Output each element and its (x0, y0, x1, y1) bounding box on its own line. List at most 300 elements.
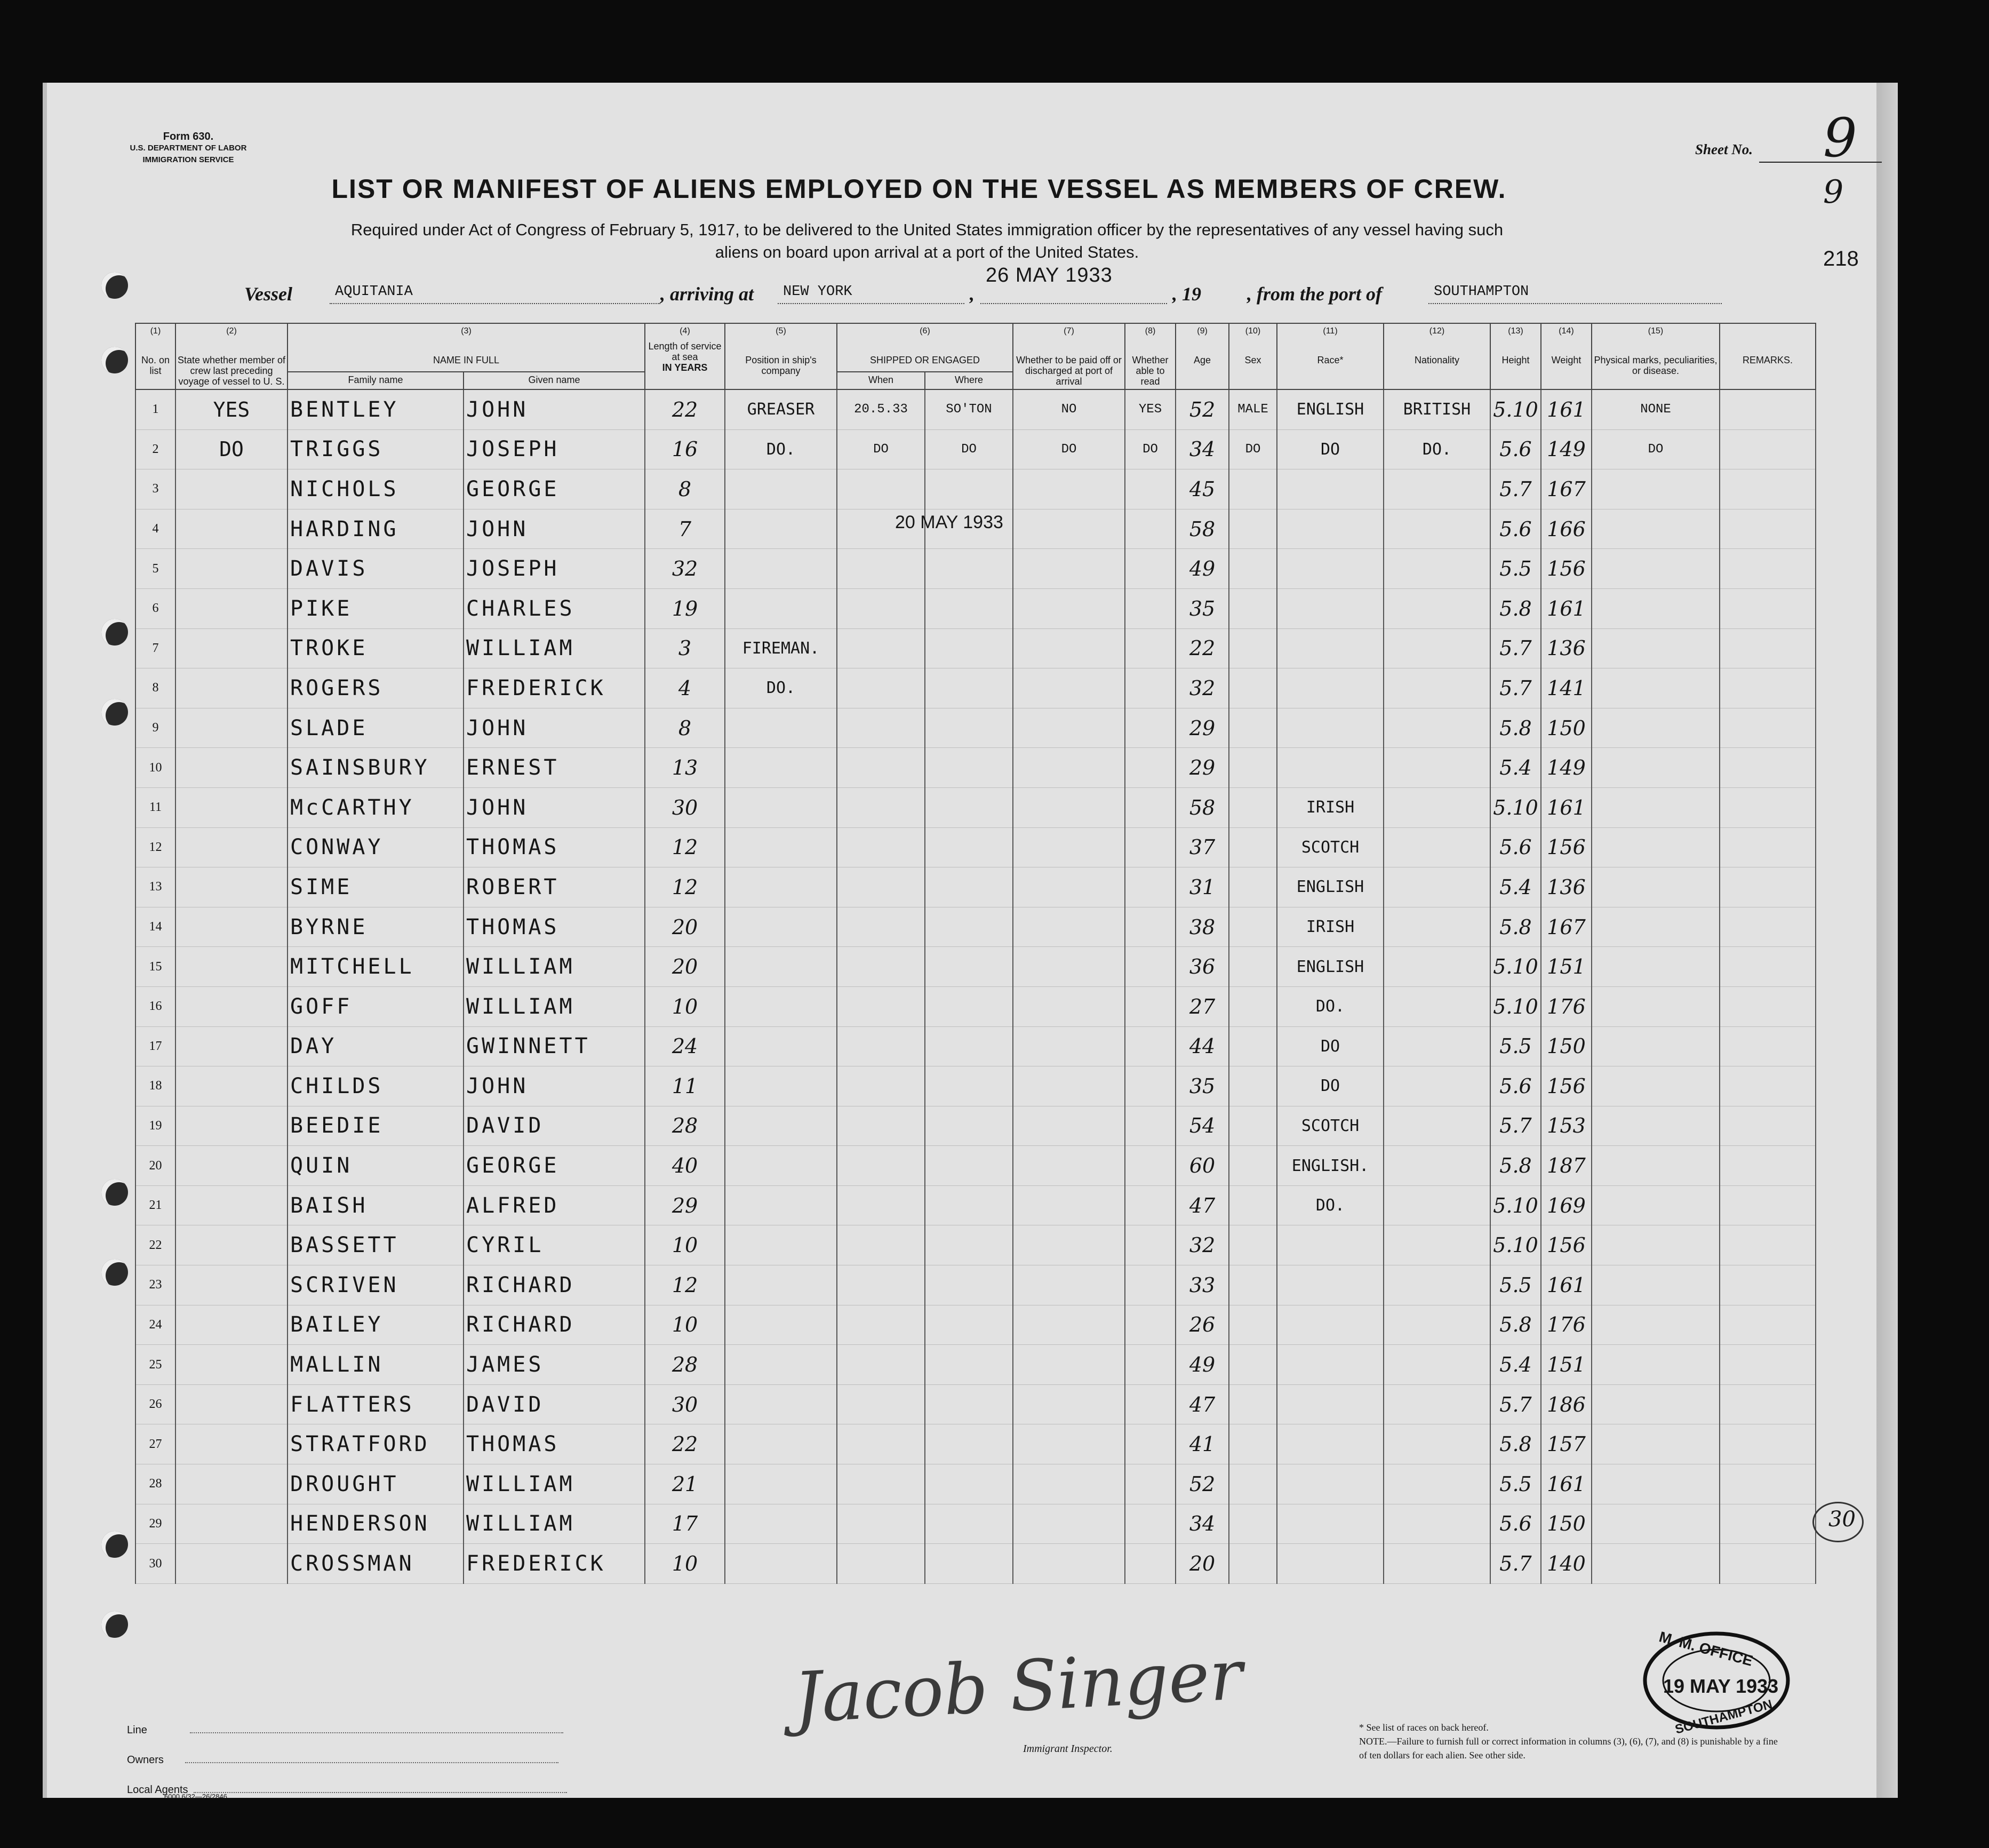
col-given-name: Given name (464, 372, 645, 389)
cell-race (1277, 628, 1384, 668)
cell-wt: 161 (1541, 787, 1592, 827)
cell-nat (1384, 1066, 1490, 1106)
cell-len: 22 (645, 1424, 725, 1464)
cell-sex: MALE (1229, 389, 1277, 429)
cell-giv: GWINNETT (464, 1026, 645, 1066)
cell-remarks (1720, 509, 1816, 549)
cell-age: 58 (1176, 509, 1229, 549)
table-row (135, 748, 1816, 788)
cell-when (837, 907, 925, 947)
cell-sex: DO (1229, 429, 1277, 469)
cell-sex (1229, 1345, 1277, 1385)
cell-giv: ALFRED (464, 1185, 645, 1225)
cell-sex (1229, 1026, 1277, 1066)
cell-ht: 5.5 (1490, 1026, 1541, 1066)
vessel-label: Vessel (244, 283, 292, 305)
cell-remarks (1720, 867, 1816, 907)
cell-sex (1229, 986, 1277, 1026)
cell-fam: HENDERSON (287, 1504, 464, 1544)
cell-when (837, 1265, 925, 1305)
table-row (135, 907, 1816, 947)
page-fold (1876, 83, 1898, 1798)
col-age: (9) Age (1176, 323, 1229, 389)
cell-nat (1384, 1026, 1490, 1066)
cell-marks (1592, 708, 1720, 748)
col-no: (1) No. on list (135, 323, 175, 389)
cell-where (925, 1384, 1013, 1424)
cell-marks (1592, 1504, 1720, 1544)
cell-pos (725, 1106, 837, 1146)
cell-nat (1384, 1464, 1490, 1504)
cell-len: 40 (645, 1146, 725, 1186)
cell-wt: 151 (1541, 947, 1592, 987)
cell-giv: WILLIAM (464, 1504, 645, 1544)
cell-ht: 5.7 (1490, 1384, 1541, 1424)
cell-read (1125, 668, 1176, 708)
cell-prev (175, 1146, 287, 1186)
cell-remarks (1720, 389, 1816, 429)
cell-len: 16 (645, 429, 725, 469)
cell-when (837, 1544, 925, 1584)
cell-when (837, 1146, 925, 1186)
cell-where (925, 628, 1013, 668)
cell-read (1125, 1305, 1176, 1345)
cell-no: 11 (135, 787, 175, 827)
cell-sex (1229, 668, 1277, 708)
cell-age: 58 (1176, 787, 1229, 827)
cell-race (1277, 1345, 1384, 1385)
cell-wt: 169 (1541, 1185, 1592, 1225)
cell-read (1125, 1026, 1176, 1066)
cell-prev (175, 1345, 287, 1385)
from-port: SOUTHAMPTON (1434, 284, 1529, 300)
cell-fam: GOFF (287, 986, 464, 1026)
cell-prev (175, 1504, 287, 1544)
cell-read (1125, 588, 1176, 628)
cell-prev (175, 1106, 287, 1146)
cell-no: 19 (135, 1106, 175, 1146)
cell-marks (1592, 986, 1720, 1026)
cell-wt: 157 (1541, 1424, 1592, 1464)
cell-fam: HARDING (287, 509, 464, 549)
cell-remarks (1720, 1345, 1816, 1385)
cell-nat (1384, 867, 1490, 907)
cell-remarks (1720, 1464, 1816, 1504)
cell-fam: SCRIVEN (287, 1265, 464, 1305)
cell-pos (725, 1066, 837, 1106)
arriving-label: , arriving at (660, 283, 754, 305)
cell-paid (1013, 708, 1125, 748)
cell-marks (1592, 668, 1720, 708)
table-row (135, 1384, 1816, 1424)
inspector-label: Immigrant Inspector. (1023, 1743, 1113, 1755)
cell-race (1277, 1544, 1384, 1584)
col-height: (13) Height (1490, 323, 1541, 389)
col-remarks: REMARKS. (1720, 323, 1816, 389)
cell-no: 21 (135, 1185, 175, 1225)
cell-paid (1013, 907, 1125, 947)
year-label: , 19 (1172, 283, 1201, 305)
stamp-place: SOUTHAMPTON (1673, 1697, 1774, 1737)
footer-code: 6000 6/32—26/2846 (164, 1793, 227, 1801)
cell-paid (1013, 628, 1125, 668)
cell-paid (1013, 1544, 1125, 1584)
cell-no: 13 (135, 867, 175, 907)
cell-giv: JOHN (464, 787, 645, 827)
page-title: LIST OR MANIFEST OF ALIENS EMPLOYED ON THE VESSEL AS MEMBERS OF CREW. (331, 174, 1507, 204)
arrival-date-stamp: 26 MAY 1933 (986, 264, 1113, 286)
cell-where (925, 1146, 1013, 1186)
table-row (135, 1424, 1816, 1464)
cell-remarks (1720, 588, 1816, 628)
cell-remarks (1720, 1424, 1816, 1464)
cell-race (1277, 509, 1384, 549)
cell-paid (1013, 1424, 1125, 1464)
cell-wt: 136 (1541, 628, 1592, 668)
cell-ht: 5.8 (1490, 708, 1541, 748)
cell-where (925, 1464, 1013, 1504)
cell-pos (725, 907, 837, 947)
cell-marks (1592, 1265, 1720, 1305)
cell-race (1277, 748, 1384, 788)
cell-prev (175, 907, 287, 947)
cell-race (1277, 469, 1384, 509)
cell-len: 17 (645, 1504, 725, 1544)
cell-fam: DROUGHT (287, 1464, 464, 1504)
cell-giv: DAVID (464, 1106, 645, 1146)
cell-nat (1384, 1225, 1490, 1265)
cell-no: 14 (135, 907, 175, 947)
cell-nat (1384, 628, 1490, 668)
cell-nat: DO. (1384, 429, 1490, 469)
cell-paid (1013, 1106, 1125, 1146)
cell-pos (725, 469, 837, 509)
cell-age: 32 (1176, 668, 1229, 708)
cell-ht: 5.10 (1490, 389, 1541, 429)
cell-age: 47 (1176, 1185, 1229, 1225)
cell-nat (1384, 907, 1490, 947)
table-row (135, 1026, 1816, 1066)
cell-where (925, 668, 1013, 708)
cell-nat (1384, 469, 1490, 509)
cell-fam: SAINSBURY (287, 748, 464, 788)
cell-age: 35 (1176, 1066, 1229, 1106)
cell-nat (1384, 588, 1490, 628)
cell-age: 45 (1176, 469, 1229, 509)
cell-age: 22 (1176, 628, 1229, 668)
cell-sex (1229, 509, 1277, 549)
cell-remarks (1720, 1185, 1816, 1225)
footer-owners-label: Owners (127, 1754, 164, 1766)
cell-sex (1229, 1384, 1277, 1424)
cell-len: 24 (645, 1026, 725, 1066)
cell-read (1125, 867, 1176, 907)
cell-prev (175, 469, 287, 509)
cell-sex (1229, 708, 1277, 748)
inspector-signature: Jacob Singer (792, 1634, 1245, 1739)
footer-agents-label: Local Agents (127, 1784, 188, 1796)
cell-len: 8 (645, 708, 725, 748)
cell-no: 8 (135, 668, 175, 708)
cell-read (1125, 1265, 1176, 1305)
cell-wt: 136 (1541, 867, 1592, 907)
cell-marks (1592, 1305, 1720, 1345)
cell-marks (1592, 1424, 1720, 1464)
cell-no: 26 (135, 1384, 175, 1424)
cell-len: 13 (645, 748, 725, 788)
cell-sex (1229, 469, 1277, 509)
cell-where (925, 588, 1013, 628)
cell-age: 41 (1176, 1424, 1229, 1464)
cell-pos (725, 1544, 837, 1584)
cell-where (925, 1106, 1013, 1146)
cell-paid (1013, 1146, 1125, 1186)
cell-when (837, 1345, 925, 1385)
cell-race: ENGLISH. (1277, 1146, 1384, 1186)
cell-pos (725, 1464, 837, 1504)
cell-paid (1013, 947, 1125, 987)
cell-no: 27 (135, 1424, 175, 1464)
cell-giv: RICHARD (464, 1305, 645, 1345)
cell-race (1277, 1225, 1384, 1265)
cell-no: 16 (135, 986, 175, 1026)
form-number: Form 630. (163, 131, 214, 142)
cell-no: 30 (135, 1544, 175, 1584)
table-row (135, 1106, 1816, 1146)
cell-ht: 5.8 (1490, 907, 1541, 947)
cell-marks (1592, 1345, 1720, 1385)
col-where: Where (925, 372, 1013, 389)
cell-remarks (1720, 1106, 1816, 1146)
cell-fam: FLATTERS (287, 1384, 464, 1424)
cell-fam: CONWAY (287, 827, 464, 867)
cell-nat (1384, 1345, 1490, 1385)
cell-no: 10 (135, 748, 175, 788)
cell-race (1277, 1305, 1384, 1345)
sheet-number-repeat: 9 (1823, 173, 1844, 211)
cell-wt: 161 (1541, 1464, 1592, 1504)
cell-sex (1229, 1424, 1277, 1464)
cell-read (1125, 708, 1176, 748)
cell-marks (1592, 549, 1720, 589)
cell-no: 23 (135, 1265, 175, 1305)
cell-remarks (1720, 1026, 1816, 1066)
stamp-date: 19 MAY 1933 (1663, 1675, 1779, 1697)
cell-len: 30 (645, 1384, 725, 1424)
table-row (135, 947, 1816, 987)
cell-where (925, 469, 1013, 509)
cell-paid: NO (1013, 389, 1125, 429)
table-row (135, 429, 1816, 469)
cell-fam: BEEDIE (287, 1106, 464, 1146)
cell-fam: DAY (287, 1026, 464, 1066)
cell-remarks (1720, 986, 1816, 1026)
col-name: (3) NAME IN FULL (287, 323, 645, 372)
cell-remarks (1720, 708, 1816, 748)
cell-fam: CHILDS (287, 1066, 464, 1106)
cell-fam: BASSETT (287, 1225, 464, 1265)
cell-remarks (1720, 1265, 1816, 1305)
cell-sex (1229, 1504, 1277, 1544)
cell-prev (175, 1424, 287, 1464)
cell-when (837, 986, 925, 1026)
cell-read (1125, 1424, 1176, 1464)
binder-hole (101, 619, 128, 646)
cell-prev: YES (175, 389, 287, 429)
cell-len: 8 (645, 469, 725, 509)
cell-giv: FREDERICK (464, 1544, 645, 1584)
cell-fam: DAVIS (287, 549, 464, 589)
cell-race: ENGLISH (1277, 389, 1384, 429)
cell-when (837, 947, 925, 987)
cell-wt: 149 (1541, 748, 1592, 788)
cell-len: 22 (645, 389, 725, 429)
cell-nat (1384, 1146, 1490, 1186)
cell-nat (1384, 1384, 1490, 1424)
table-row (135, 1185, 1816, 1225)
cell-remarks (1720, 469, 1816, 509)
cell-race: SCOTCH (1277, 1106, 1384, 1146)
cell-paid (1013, 1345, 1125, 1385)
cell-age: 36 (1176, 947, 1229, 987)
cell-ht: 5.8 (1490, 1146, 1541, 1186)
cell-when (837, 1185, 925, 1225)
cell-giv: WILLIAM (464, 986, 645, 1026)
cell-remarks (1720, 668, 1816, 708)
cell-marks (1592, 1384, 1720, 1424)
cell-giv: JOHN (464, 389, 645, 429)
cell-no: 2 (135, 429, 175, 469)
table-row (135, 827, 1816, 867)
cell-when (837, 1305, 925, 1345)
penalty-note: NOTE.—Failure to furnish full or correct information in columns (3), (6), (7), and (8) is punishable by a fine of ten dollars for each alien. See other side. (1359, 1736, 1778, 1761)
cell-age: 29 (1176, 748, 1229, 788)
table-row (135, 1464, 1816, 1504)
footer-fields (127, 1715, 567, 1805)
cell-remarks (1720, 549, 1816, 589)
cell-read (1125, 1066, 1176, 1106)
cell-prev (175, 748, 287, 788)
cell-age: 49 (1176, 549, 1229, 589)
cell-wt: 187 (1541, 1146, 1592, 1186)
cell-len: 32 (645, 549, 725, 589)
cell-wt: 156 (1541, 1225, 1592, 1265)
table-row (135, 668, 1816, 708)
cell-nat (1384, 1305, 1490, 1345)
sheet-label: Sheet No. (1695, 141, 1753, 157)
cell-len: 20 (645, 907, 725, 947)
cell-giv: WILLIAM (464, 628, 645, 668)
cell-giv: CHARLES (464, 588, 645, 628)
cell-wt: 167 (1541, 907, 1592, 947)
cell-where (925, 787, 1013, 827)
footer-line-row (127, 1715, 567, 1745)
cell-marks (1592, 1026, 1720, 1066)
cell-prev (175, 1384, 287, 1424)
cell-nat (1384, 509, 1490, 549)
cell-sex (1229, 947, 1277, 987)
table-row (135, 1544, 1816, 1584)
subtitle-line-2: aliens on board upon arrival at a port of the United States. (715, 243, 1139, 261)
column-header-row (135, 323, 1816, 372)
cell-fam: BAILEY (287, 1305, 464, 1345)
cell-wt: 156 (1541, 1066, 1592, 1106)
cell-race: DO (1277, 1066, 1384, 1106)
cell-wt: 153 (1541, 1106, 1592, 1146)
cell-age: 47 (1176, 1384, 1229, 1424)
cell-no: 29 (135, 1504, 175, 1544)
cell-pos (725, 1225, 837, 1265)
cell-where (925, 1345, 1013, 1385)
cell-pos (725, 708, 837, 748)
cell-pos (725, 1265, 837, 1305)
cell-marks: NONE (1592, 389, 1720, 429)
cell-marks (1592, 1544, 1720, 1584)
cell-remarks (1720, 628, 1816, 668)
cell-sex (1229, 1544, 1277, 1584)
cell-read (1125, 469, 1176, 509)
cell-where (925, 867, 1013, 907)
cell-sex (1229, 827, 1277, 867)
cell-remarks (1720, 748, 1816, 788)
col-weight: (14) Weight (1541, 323, 1592, 389)
cell-len: 20 (645, 947, 725, 987)
cell-marks (1592, 1146, 1720, 1186)
col-family-name: Family name (287, 372, 464, 389)
binder-hole (101, 1531, 128, 1558)
cell-pos (725, 509, 837, 549)
cell-ht: 5.7 (1490, 668, 1541, 708)
col-previous-voyage: (2) State whether member of crew last preceding voyage of vessel to U. S. (175, 323, 287, 389)
cell-wt: 161 (1541, 588, 1592, 628)
cell-sex (1229, 628, 1277, 668)
cell-len: 10 (645, 1305, 725, 1345)
cell-ht: 5.5 (1490, 1265, 1541, 1305)
cell-race (1277, 1504, 1384, 1544)
cell-sex (1229, 1225, 1277, 1265)
cell-sex (1229, 1464, 1277, 1504)
binder-hole (101, 1259, 128, 1286)
cell-pos (725, 1026, 837, 1066)
cell-sex (1229, 1146, 1277, 1186)
cell-read (1125, 1185, 1176, 1225)
cell-sex (1229, 1106, 1277, 1146)
cell-age: 32 (1176, 1225, 1229, 1265)
cell-remarks (1720, 429, 1816, 469)
cell-ht: 5.7 (1490, 1544, 1541, 1584)
cell-remarks (1720, 1066, 1816, 1106)
cell-paid (1013, 787, 1125, 827)
cell-when (837, 1106, 925, 1146)
cell-fam: McCARTHY (287, 787, 464, 827)
cell-age: 26 (1176, 1305, 1229, 1345)
cell-paid (1013, 1066, 1125, 1106)
cell-read (1125, 1146, 1176, 1186)
cell-no: 3 (135, 469, 175, 509)
cell-len: 19 (645, 588, 725, 628)
count-note: 30 (1828, 1507, 1856, 1532)
cell-wt: 141 (1541, 668, 1592, 708)
cell-giv: THOMAS (464, 907, 645, 947)
col-shipped: (6) SHIPPED OR ENGAGED (837, 323, 1013, 372)
cell-marks (1592, 947, 1720, 987)
date-underline (980, 303, 1167, 304)
cell-ht: 5.10 (1490, 1225, 1541, 1265)
cell-ht: 5.8 (1490, 588, 1541, 628)
cell-giv: JOHN (464, 509, 645, 549)
cell-prev (175, 1464, 287, 1504)
cell-paid (1013, 1464, 1125, 1504)
